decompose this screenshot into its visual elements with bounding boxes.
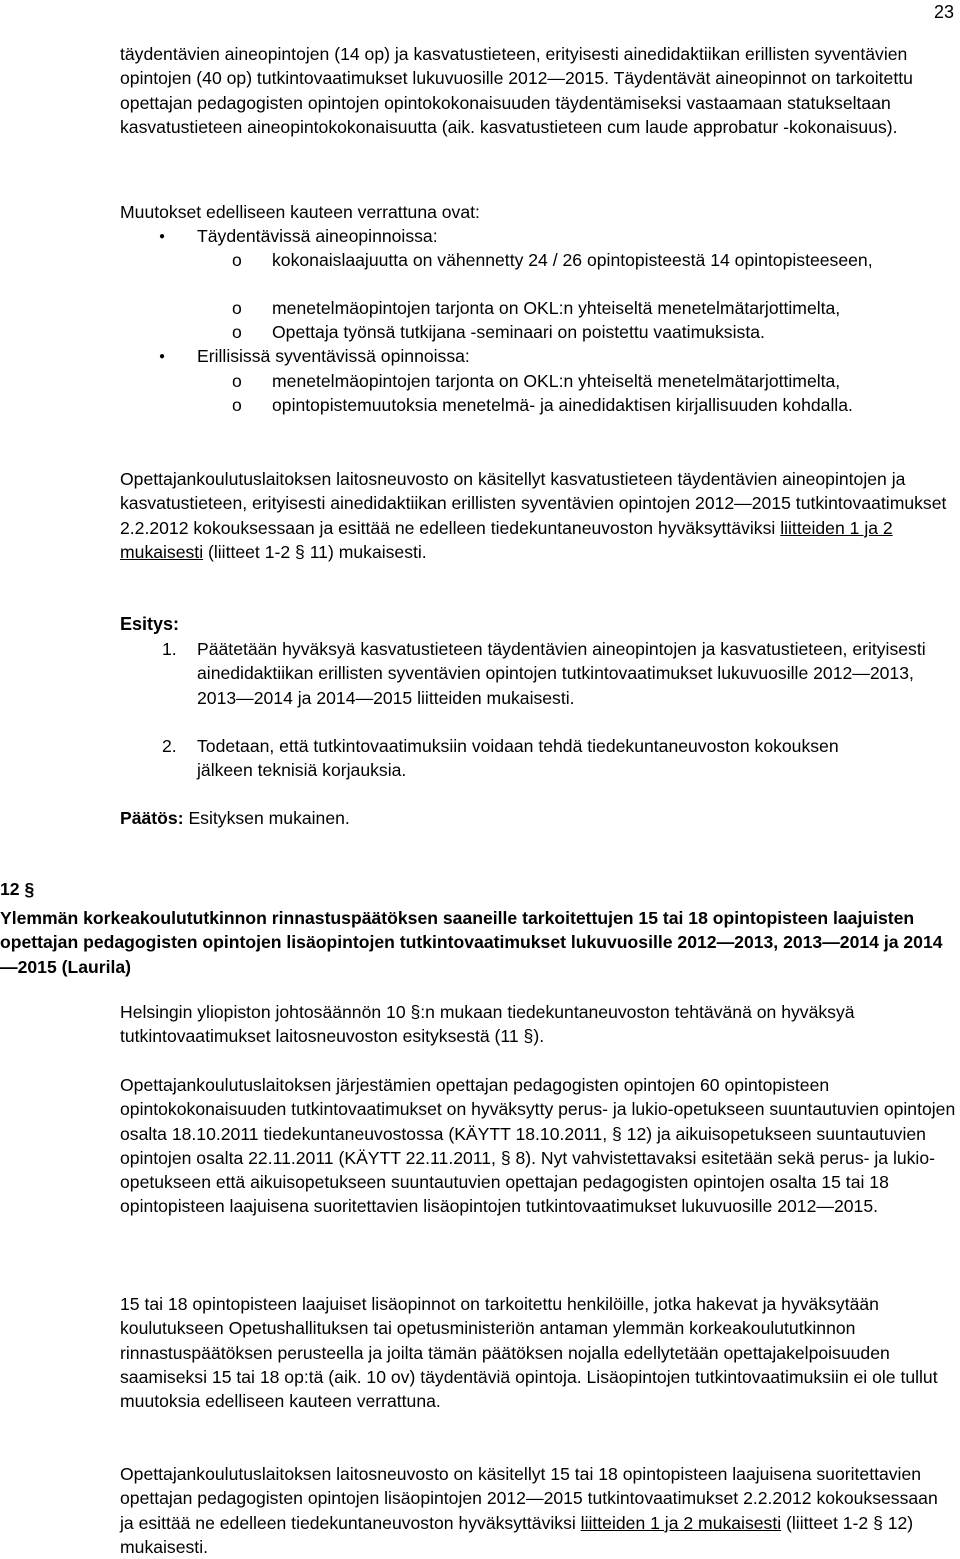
list-item: Opettaja työnsä tutkijana -seminaari on poistettu vaatimuksista. (272, 322, 765, 342)
section-title: Ylemmän korkeakoulututkinnon rinnastuspäätöksen saaneille tarkoitettujen 15 tai 18 opintopisteen laajuisten opettajan pedagogisten opintojen lisäopintojen tutkintovaatimukset lukuvuosille 2012—2013, 2013—2014 ja 2014—2015 (Laurila) (0, 908, 943, 977)
statute-paragraph: Helsingin yliopiston johtosäännön 10 §:n mukaan tiedekuntaneuvoston tehtävänä on hyväksyä tutkintovaatimukset laitosneuvoston esityksestä (11 §). (120, 1002, 855, 1047)
esitys-label: Esitys: (120, 614, 180, 634)
page-number: 23 (933, 2, 954, 22)
appendix-link[interactable]: liitteiden 1 ja 2 mukaisesti (580, 1512, 782, 1533)
changes-intro: Muutokset edelliseen kauteen verrattuna ovat: (120, 202, 480, 222)
group-title-taydentavat: Täydentävissä aineopinnoissa: (197, 226, 438, 246)
paragraph-text: (liitteet 1-2 § 11) mukaisesti. (203, 541, 427, 562)
council-paragraph-2 (120, 1462, 956, 1559)
item-number: 2. (162, 736, 177, 756)
council-paragraph (120, 467, 956, 564)
bullet-icon: ● (159, 231, 166, 242)
bullet-icon: ● (159, 351, 166, 362)
item-number: 1. (162, 639, 177, 659)
list-item: opintopistemuutoksia menetelmä- ja ainedidaktisen kirjallisuuden kohdalla. (272, 395, 853, 415)
background-paragraph: Opettajankoulutuslaitoksen järjestämien opettajan pedagogisten opintojen 60 opintopisteen opintokokonaisuuden tutkintovaatimukset on hyväksytty perus- ja lukio-opetukseen suuntautuvien opintojen osalta 18.10.2011 tiedekuntaneuvostossa (KÄYTT 18.10.2011, § 12) ja aikuisopetukseen suuntautuvien opintojen osalta 22.11.2011 (KÄYTT 22.11.2011, § 8). Nyt vahvistettavaksi esitetään sekä perus- ja lukio-opetukseen että aikuisopetukseen suuntautuvien opettajan pedagogisten opintojen osalta 15 tai 18 opintopisteen laajuisena suoritettavien lisäopintojen tutkintovaatimukset lukuvuosille 2012—2015. (120, 1075, 956, 1217)
list-marker-icon: o (232, 250, 242, 270)
list-marker-icon: o (232, 298, 242, 318)
decision (120, 806, 956, 830)
intro-paragraph: täydentävien aineopintojen (14 op) ja kasvatustieteen, erityisesti ainedidaktiikan erillisten syventävien opintojen (40 op) tutkintovaatimukset lukuvuosille 2012—2015. Täydentävät aineopinnot on tarkoitettu opettajan pedagogisten opintojen opintokokonaisuuden täydentämiseksi vastaamaan statukseltaan kasvatustieteen aineopintokokonaisuutta (aik. kasvatustieteen cum laude approbatur -kokonaisuus). (120, 44, 913, 137)
list-marker-icon: o (232, 322, 242, 342)
paragraph-text: Opettajankoulutuslaitoksen laitosneuvosto on käsitellyt kasvatustieteen täydentävien aineopintojen ja kasvatustieteen, erityisesti ainedidaktiikan erillisten syventävien opintojen 2012—2015 tutkintovaatimukset 2.2.2012 kokouksessaan ja esittää ne edelleen tiedekuntaneuvoston hyväksyttäviksi (120, 469, 947, 538)
list-marker-icon: o (232, 371, 242, 391)
paragraph-text: Opettajankoulutuslaitoksen laitosneuvosto on käsitellyt 15 tai 18 opintopisteen laajuisena suoritettavien opettajan pedagogisten opintojen lisäopintojen 2012—2015 tutkintovaatimukset 2.2.2012 kokouksessaan ja esittää ne edelleen tiedekuntaneuvoston hyväksyttäviksi (120, 1464, 938, 1533)
purpose-paragraph: 15 tai 18 opintopisteen laajuiset lisäopinnot on tarkoitettu henkilöille, jotka hakevat ja hyväksytään koulutukseen Opetushallituksen tai opetusministeriön antaman ylemmän korkeakoulututkinnon rinnastuspäätöksen perusteella ja joilta tämän päätöksen nojalla edellytetään opettajakelpoisuuden saamiseksi 15 tai 18 op:tä (aik. 10 ov) täydentäviä opintoja. Lisäopintojen tutkintovaatimuksiin ei ole tullut muutoksia edelliseen kauteen verrattuna. (120, 1294, 938, 1412)
group-title-syventavat: Erillisissä syventävissä opinnoissa: (197, 346, 470, 366)
paragraph-text: (liitteet 1-2 § 12) mukaisesti. (120, 1512, 914, 1557)
paatos-label: Päätös: (120, 808, 184, 828)
list-marker-icon: o (232, 395, 242, 415)
list-item: menetelmäopintojen tarjonta on OKL:n yhteiseltä menetelmätarjottimelta, (272, 298, 841, 318)
list-item: menetelmäopintojen tarjonta on OKL:n yhteiseltä menetelmätarjottimelta, (272, 371, 841, 391)
section-number: 12 § (0, 879, 35, 899)
proposal-item: Todetaan, että tutkintovaatimuksiin voidaan tehdä tiedekuntaneuvoston kokouksen jälkeen teknisiä korjauksia. (197, 736, 839, 781)
proposal-item: Päätetään hyväksyä kasvatustieteen täydentävien aineopintojen ja kasvatustieteen, erityisesti ainedidaktiikan erillisten syventävien opintojen tutkintovaatimukset lukuvuosille 2012—2013, 2013—2014 ja 2014—2015 liitteiden mukaisesti. (197, 639, 926, 708)
list-item: kokonaislaajuutta on vähennetty 24 / 26 opintopisteestä 14 opintopisteeseen, (272, 250, 873, 270)
paatos-text: Esityksen mukainen. (183, 808, 350, 828)
appendix-link[interactable]: liitteiden 1 ja 2 mukaisesti (120, 517, 893, 562)
